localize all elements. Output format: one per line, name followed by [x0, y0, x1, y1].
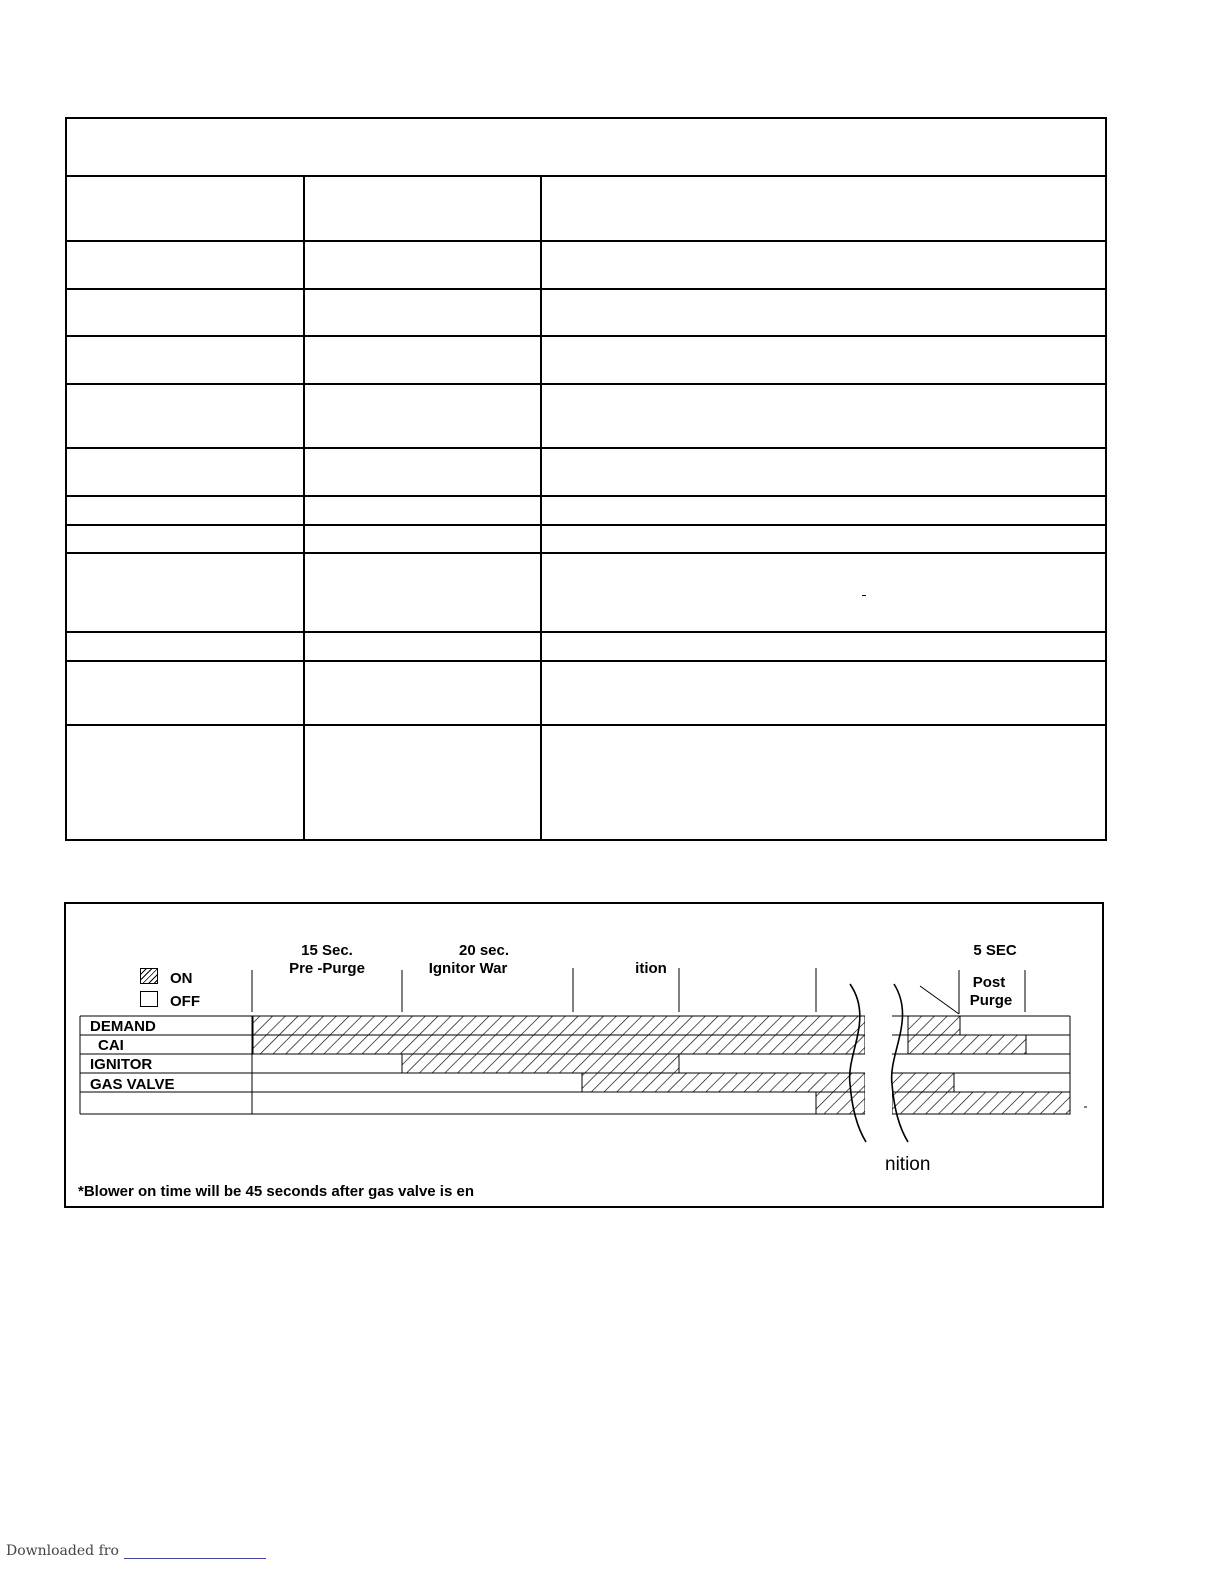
phase-postpurge-time: 5 SEC	[973, 942, 1017, 959]
legend-off-label: OFF	[170, 993, 200, 1010]
gas-valve-on-segment	[582, 1073, 865, 1092]
table-col-divider	[303, 175, 305, 839]
downloaded-from-text: Downloaded fro	[6, 1543, 119, 1559]
break-label: nition	[885, 1154, 931, 1175]
cai-on-segment	[253, 1035, 865, 1054]
row-label-cai: CAI	[98, 1037, 124, 1054]
phase-prepurge-time: 15 Sec.	[301, 942, 353, 959]
phase-prepurge-label: Pre -Purge	[289, 960, 365, 977]
phase-ignitor-label: Ignitor War	[428, 960, 508, 977]
table-row-divider	[67, 288, 1105, 290]
timing-chart	[66, 904, 1106, 1210]
phase-postpurge-label-1: Post	[972, 974, 1006, 991]
table-row-divider	[67, 631, 1105, 633]
table-row-divider	[67, 524, 1105, 526]
table-row-divider	[67, 495, 1105, 497]
time-break-curve	[850, 984, 866, 1142]
post-purge-pointer	[920, 986, 959, 1014]
demand-on-segment	[253, 1016, 865, 1035]
legend-on-label: ON	[170, 970, 193, 987]
legend-off-swatch	[140, 991, 158, 1007]
table-row-divider	[67, 724, 1105, 726]
cai-on-segment	[908, 1035, 1026, 1054]
blower-on-segment	[892, 1092, 1070, 1114]
row-label-ignitor: IGNITOR	[90, 1056, 153, 1073]
table-row-divider	[67, 175, 1105, 177]
time-break-gap	[865, 1012, 892, 1118]
table-row-divider	[67, 552, 1105, 554]
phase-postpurge-label-2: Purge	[969, 992, 1013, 1009]
table-dash-mark	[862, 595, 866, 596]
phase-ignition-label: ition	[635, 960, 667, 977]
row-label-gas-valve: GAS VALVE	[90, 1076, 175, 1093]
table-row-divider	[67, 240, 1105, 242]
time-break-curve	[892, 984, 908, 1142]
gas-valve-on-segment	[892, 1073, 954, 1092]
table-row-divider	[67, 383, 1105, 385]
demand-on-segment	[908, 1016, 960, 1035]
blower-on-segment	[816, 1092, 865, 1114]
spec-table	[65, 117, 1107, 841]
timing-diagram	[64, 902, 1104, 1208]
table-row-divider	[67, 447, 1105, 449]
phase-ignitor-time: 20 sec.	[458, 942, 510, 959]
blower-footnote: *Blower on time will be 45 seconds after gas valve is en	[78, 1183, 474, 1200]
row-label-demand: DEMAND	[90, 1018, 156, 1035]
table-row-divider	[67, 660, 1105, 662]
legend-on-swatch	[140, 968, 158, 984]
ignitor-on-segment	[402, 1054, 679, 1073]
table-row-divider	[67, 335, 1105, 337]
table-col-divider	[540, 175, 542, 839]
source-link[interactable]	[124, 1558, 266, 1559]
